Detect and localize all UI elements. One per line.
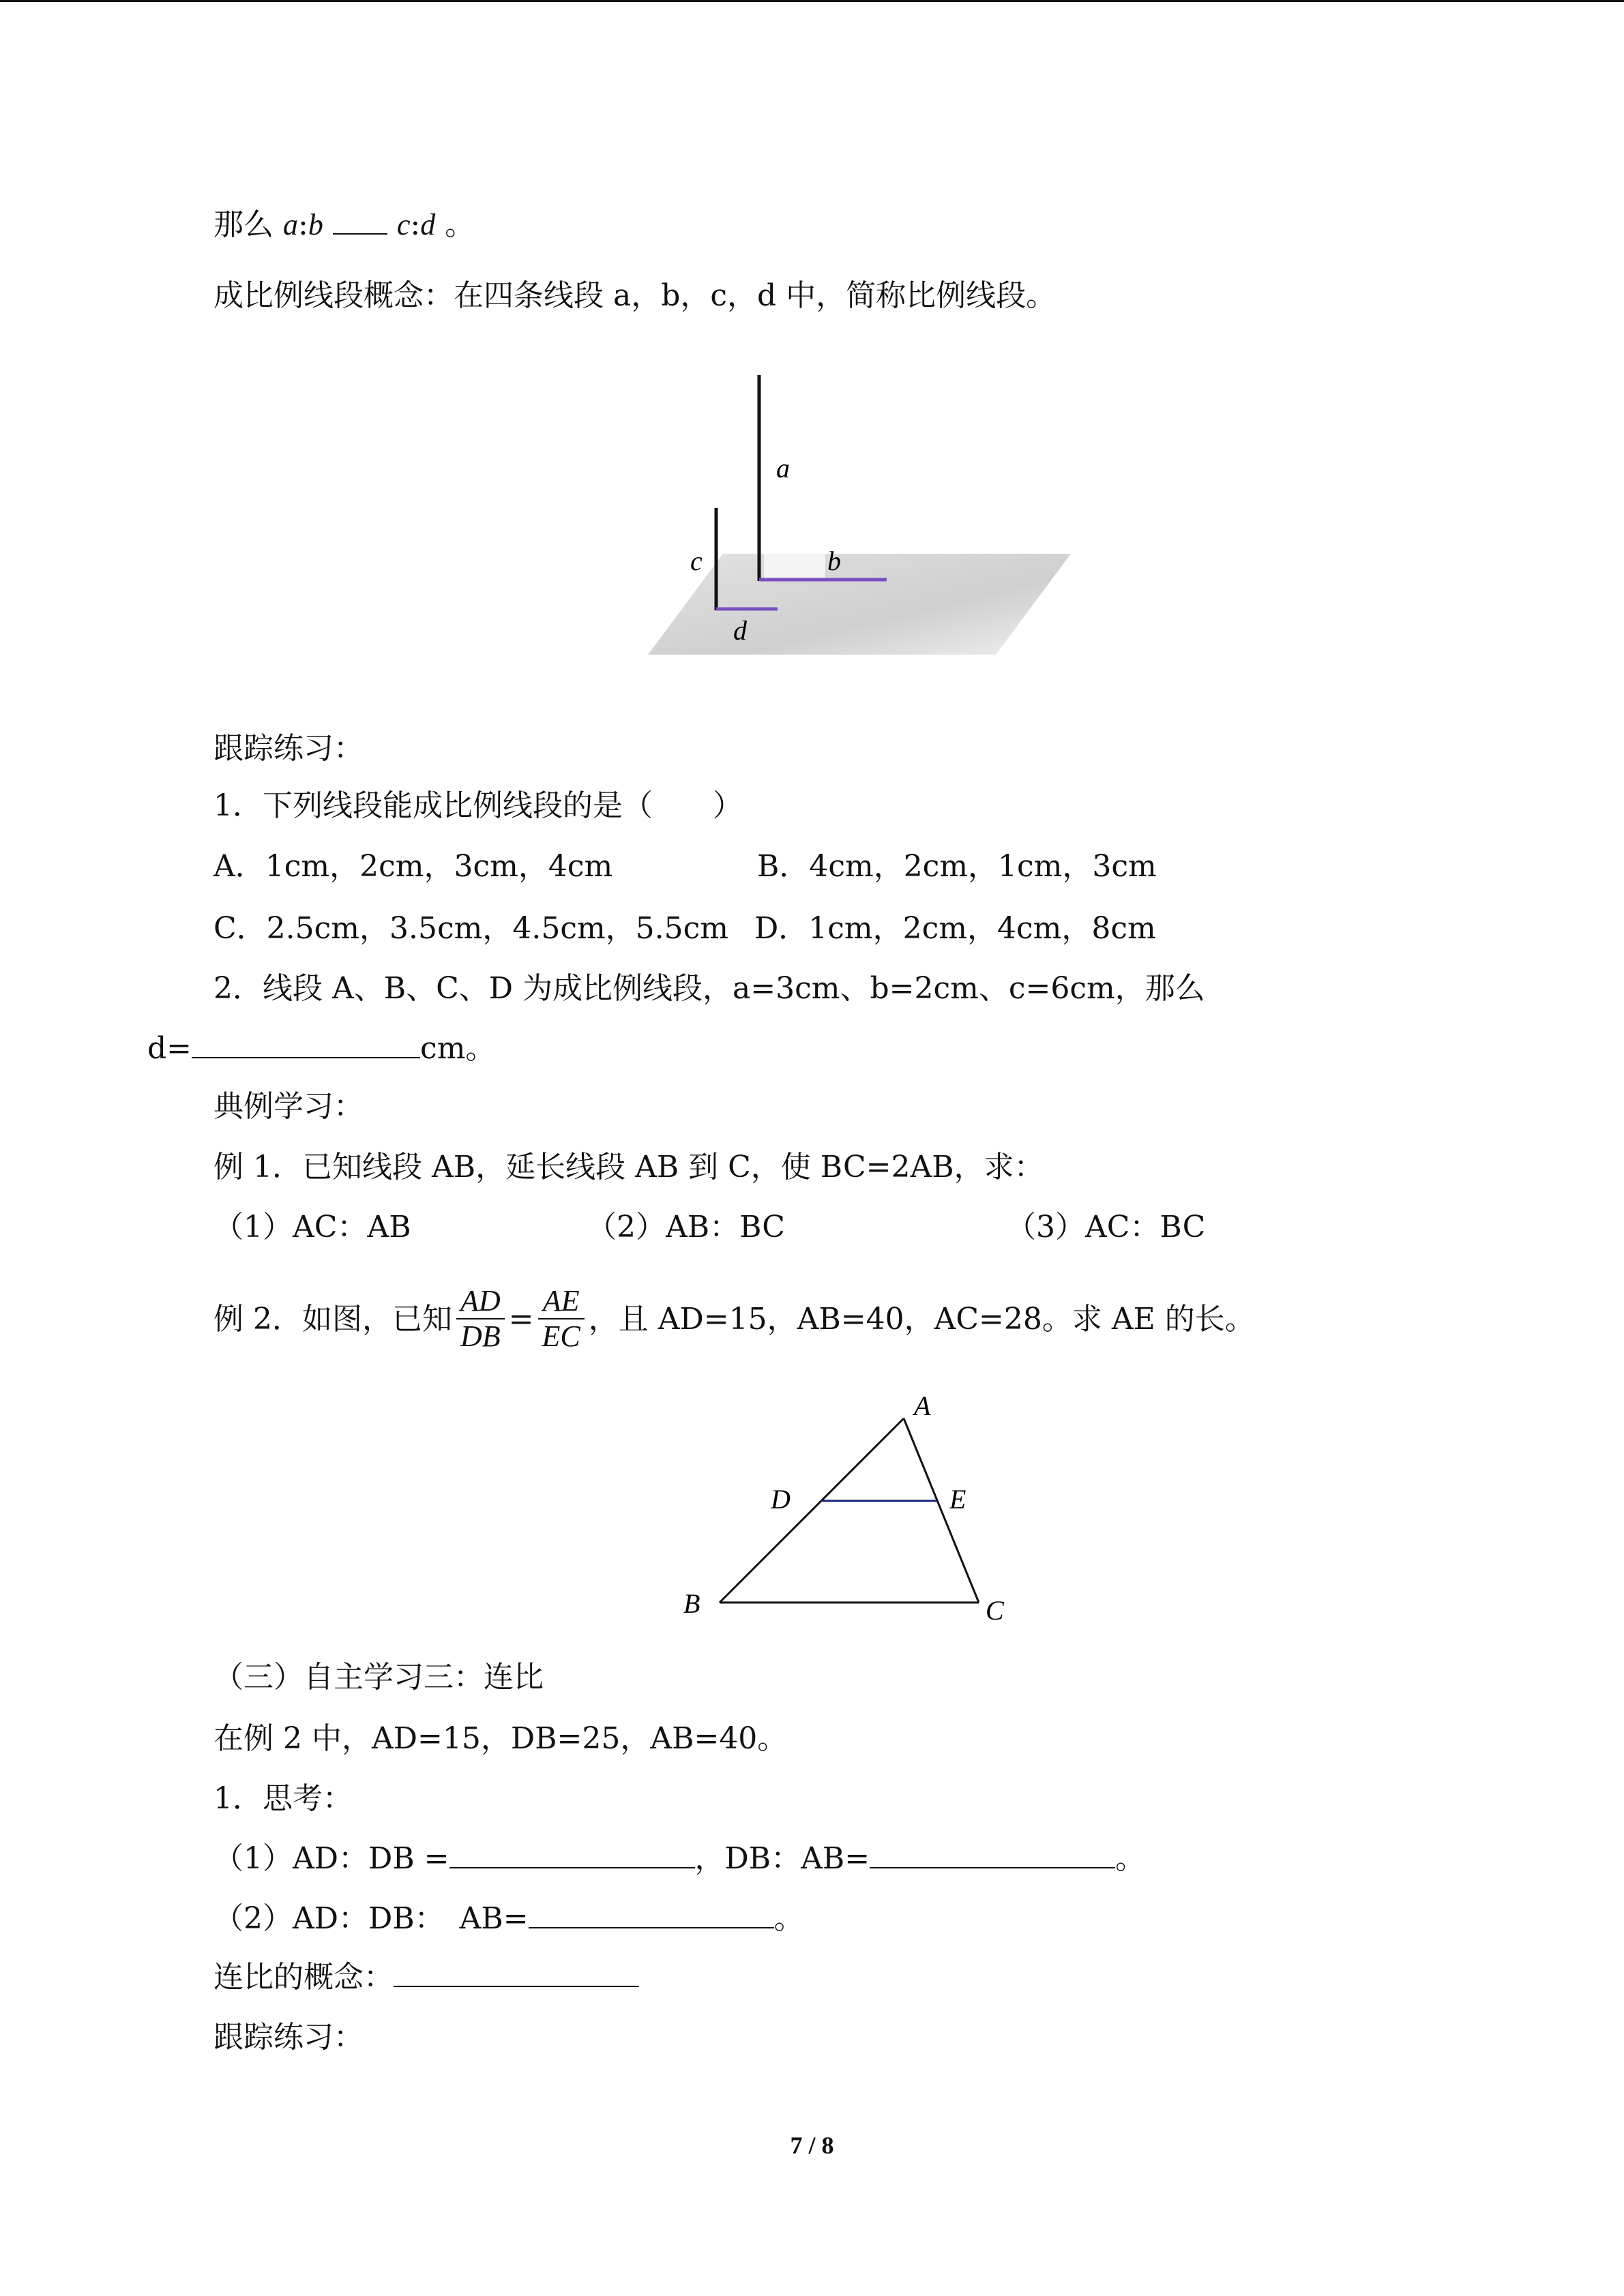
label-b: b xyxy=(827,546,841,576)
fraction-denominator: EC xyxy=(542,1319,580,1353)
example-2-suffix: ，且 AD=15，AB=40，AC=28。求 AE 的长。 xyxy=(588,1302,1255,1337)
examples-heading: 典例学习： xyxy=(213,1089,364,1124)
colon: : xyxy=(298,207,308,242)
page-number: 7 / 8 xyxy=(790,2132,834,2159)
fraction-ad-db xyxy=(456,1284,505,1354)
think-question-1 xyxy=(213,1838,1145,1879)
side-ab xyxy=(720,1418,904,1602)
think-heading: 1．思考： xyxy=(213,1781,353,1816)
question-1-option-a[interactable]: A．1cm，2cm，3cm，4cm xyxy=(213,849,613,884)
think-1-middle: ，DB：AB= xyxy=(694,1841,870,1876)
think-2-suffix: 。 xyxy=(773,1901,804,1936)
top-border xyxy=(0,0,1624,2)
answer-blank[interactable] xyxy=(449,1840,695,1868)
label-c: c xyxy=(690,546,703,576)
answer-blank[interactable] xyxy=(529,1900,774,1928)
answer-blank[interactable] xyxy=(192,1030,420,1058)
plane-shape xyxy=(648,554,1071,655)
answer-blank[interactable] xyxy=(394,1958,639,1987)
fraction-denominator: DB xyxy=(460,1319,501,1353)
text-suffix: 。 xyxy=(445,207,475,242)
section-3-heading: （三）自主学习三：连比 xyxy=(213,1660,544,1695)
question-1-option-b[interactable]: B．4cm，2cm，1cm，3cm xyxy=(757,849,1157,884)
concept-prefix: 连比的概念： xyxy=(213,1960,394,1995)
label-E: E xyxy=(949,1484,966,1515)
var-d: d xyxy=(420,208,436,241)
var-c: c xyxy=(396,208,411,241)
example-1-part-1: （1）AC：AB xyxy=(213,1210,411,1244)
label-d: d xyxy=(733,615,747,646)
plane-highlight xyxy=(764,554,825,581)
answer-blank[interactable] xyxy=(333,206,387,235)
concept-definition: 成比例线段概念：在四条线段 a，b，c，d 中，简称比例线段。 xyxy=(213,278,1057,313)
side-ac xyxy=(904,1418,979,1602)
question-1-stem: 1．下列线段能成比例线段的是（ ） xyxy=(213,788,743,823)
section-3-intro: 在例 2 中，AD=15，DB=25，AB=40。 xyxy=(213,1721,788,1756)
label-a: a xyxy=(776,453,790,483)
think-1-suffix: 。 xyxy=(1115,1841,1146,1876)
answer-prefix: d= xyxy=(147,1031,192,1066)
answer-blank[interactable] xyxy=(870,1840,1115,1868)
think-2-prefix: （2）AD：DB： AB= xyxy=(213,1901,529,1936)
question-2-answer xyxy=(147,1028,495,1069)
fraction-numerator: AE xyxy=(538,1284,585,1320)
question-1-option-c[interactable]: C．2.5cm，3.5cm，4.5cm，5.5cm xyxy=(213,911,729,946)
example-1-part-2: （2）AB：BC xyxy=(587,1210,785,1244)
fraction-ae-ec xyxy=(538,1284,585,1354)
question-2-stem: 2．线段 A、B、C、D 为成比例线段，a=3cm、b=2cm、c=6cm，那么 xyxy=(213,971,1205,1006)
think-1-prefix: （1）AD：DB = xyxy=(213,1841,449,1876)
practice-heading-2: 跟踪练习： xyxy=(213,2020,364,2055)
example-1-part-3: （3）AC：BC xyxy=(1006,1210,1206,1244)
segments-figure xyxy=(641,368,1078,689)
continued-ratio-concept xyxy=(213,1957,639,1998)
proportion-statement xyxy=(213,205,475,245)
var-a: a xyxy=(283,208,298,241)
example-1-stem: 例 1．已知线段 AB，延长线段 AB 到 C，使 BC=2AB，求： xyxy=(213,1150,1044,1184)
practice-heading: 跟踪练习： xyxy=(213,731,364,766)
text-prefix: 那么 xyxy=(213,207,274,242)
fraction-numerator: AD xyxy=(456,1284,505,1320)
answer-suffix: cm。 xyxy=(420,1031,496,1066)
equals-sign: = xyxy=(508,1302,534,1337)
question-1-option-d[interactable]: D．1cm，2cm，4cm，8cm xyxy=(754,911,1156,946)
label-A: A xyxy=(914,1390,931,1421)
label-C: C xyxy=(986,1595,1004,1626)
label-D: D xyxy=(771,1484,791,1515)
var-b: b xyxy=(308,208,323,241)
triangle-figure xyxy=(675,1377,1030,1637)
colon: : xyxy=(410,207,421,242)
label-B: B xyxy=(683,1588,700,1619)
example-2-stem xyxy=(213,1282,1255,1357)
think-question-2 xyxy=(213,1898,804,1939)
example-2-prefix: 例 2．如图，已知 xyxy=(213,1302,452,1337)
